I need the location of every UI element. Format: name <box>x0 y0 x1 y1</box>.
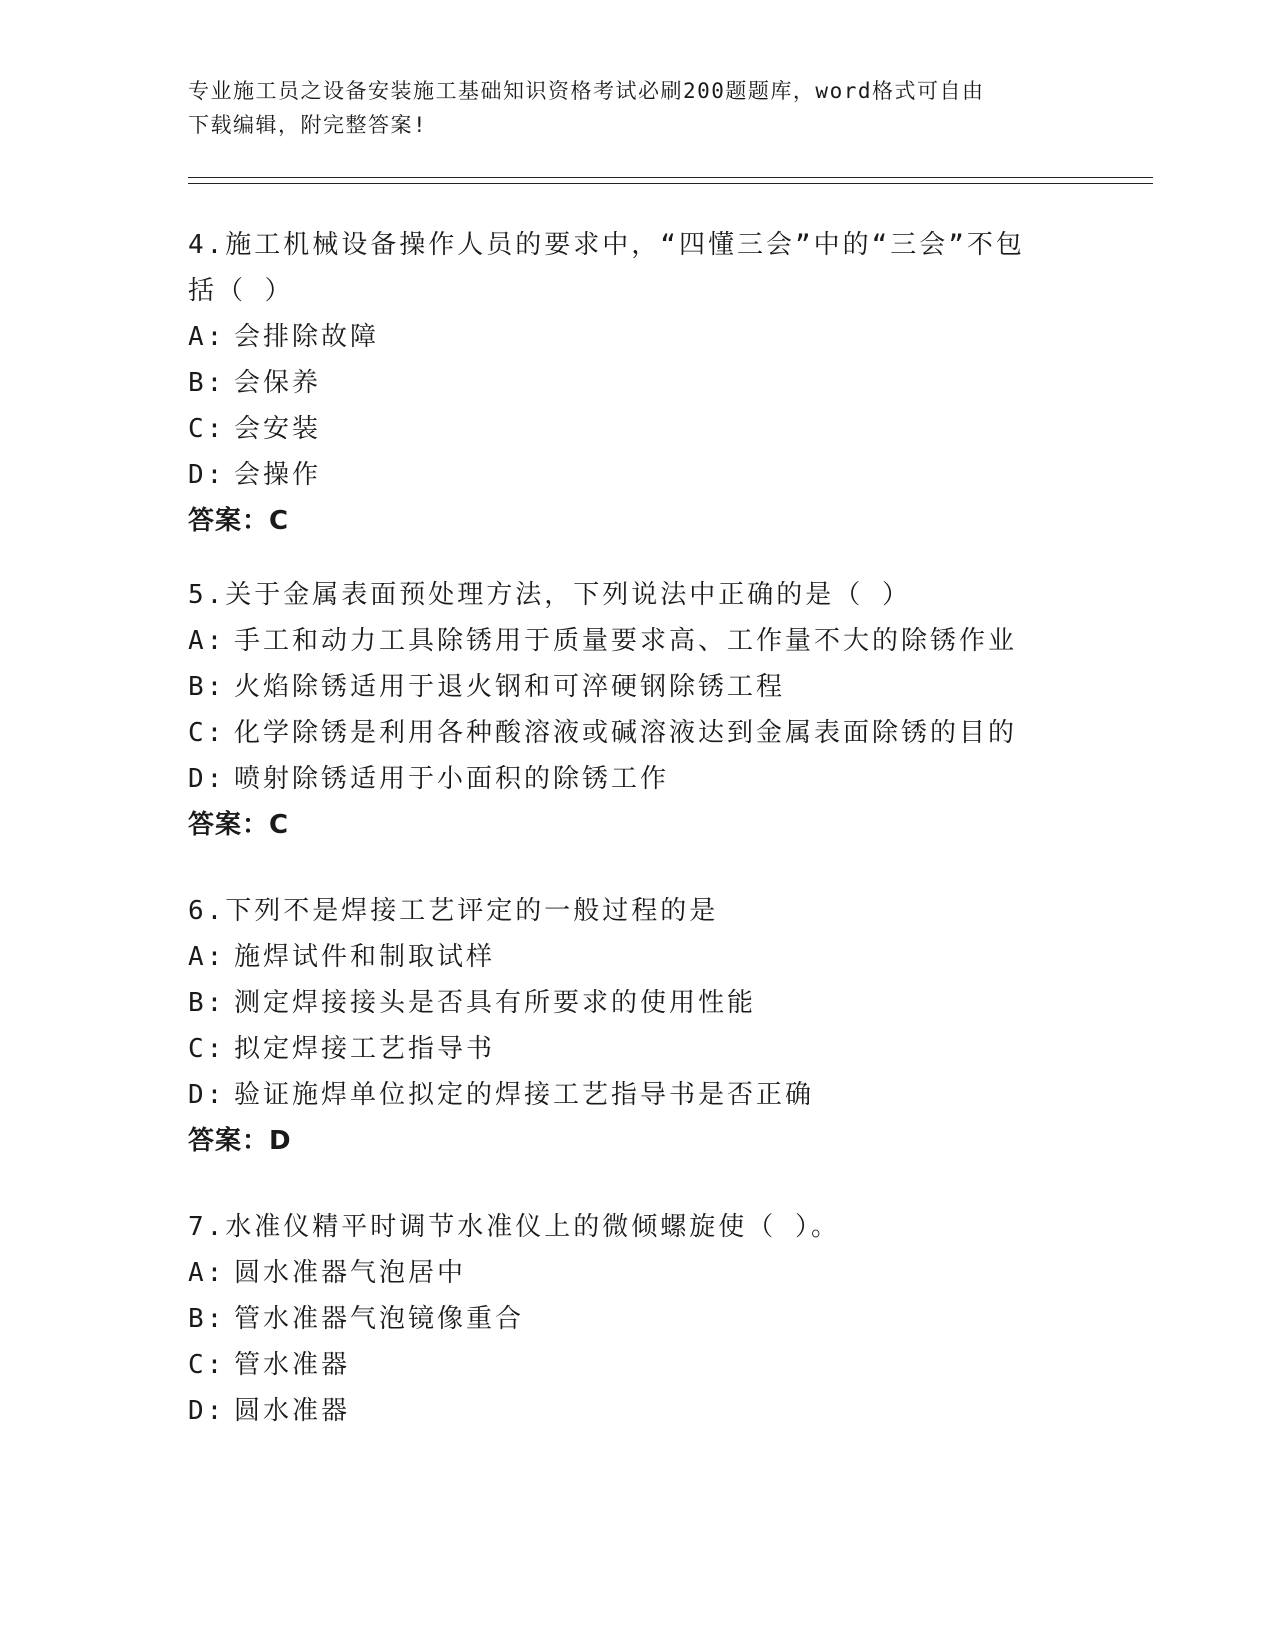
option-text: 会保养 <box>234 368 322 398</box>
header-title-line1: 专业施工员之设备安装施工基础知识资格考试必刷200题题库，word格式可自由 <box>188 79 985 103</box>
option-letter: D: <box>188 1080 226 1110</box>
option-text: 火焰除锈适用于退火钢和可淬硬钢除锈工程 <box>234 672 786 702</box>
answer-label: 答案： <box>188 810 270 840</box>
answer-value: C <box>269 810 290 840</box>
option-a <box>188 934 1068 980</box>
option-a <box>188 314 1068 360</box>
option-letter: D: <box>188 764 226 794</box>
question-4 <box>188 222 1068 544</box>
document-header <box>188 74 1088 142</box>
option-text: 测定焊接接头是否具有所要求的使用性能 <box>234 988 757 1018</box>
option-b <box>188 664 1068 710</box>
option-text: 会排除故障 <box>234 322 380 352</box>
option-c <box>188 1026 1068 1072</box>
question-5 <box>188 572 1068 848</box>
question-stem: 4.施工机械设备操作人员的要求中，“四懂三会”中的“三会”不包 <box>188 230 1025 260</box>
option-text: 会操作 <box>234 460 322 490</box>
option-letter: C: <box>188 414 226 444</box>
option-text: 验证施焊单位拟定的焊接工艺指导书是否正确 <box>234 1080 815 1110</box>
option-d <box>188 1388 1068 1434</box>
option-letter: C: <box>188 1350 226 1380</box>
option-c <box>188 1342 1068 1388</box>
question-stem: 6.下列不是焊接工艺评定的一般过程的是 <box>188 896 719 926</box>
option-letter: C: <box>188 1034 226 1064</box>
option-text: 圆水准器 <box>234 1396 351 1426</box>
question-6 <box>188 888 1068 1164</box>
option-c <box>188 406 1068 452</box>
option-letter: D: <box>188 460 226 490</box>
option-letter: B: <box>188 672 226 702</box>
answer-line <box>188 802 1068 848</box>
option-text: 施焊试件和制取试样 <box>234 942 496 972</box>
option-letter: B: <box>188 988 226 1018</box>
option-letter: C: <box>188 718 226 748</box>
header-title-line2: 下载编辑，附完整答案! <box>188 113 428 137</box>
option-b <box>188 980 1068 1026</box>
option-text: 会安装 <box>234 414 322 444</box>
option-text: 管水准器气泡镜像重合 <box>234 1304 525 1334</box>
option-letter: B: <box>188 1304 226 1334</box>
option-text: 化学除锈是利用各种酸溶液或碱溶液达到金属表面除锈的目的 <box>234 718 1018 748</box>
option-letter: B: <box>188 368 226 398</box>
option-text: 管水准器 <box>234 1350 351 1380</box>
question-stem: 5.关于金属表面预处理方法，下列说法中正确的是（ ） <box>188 580 911 610</box>
option-letter: A: <box>188 322 226 352</box>
option-text: 喷射除锈适用于小面积的除锈工作 <box>234 764 670 794</box>
option-a <box>188 618 1068 664</box>
answer-label: 答案： <box>188 1126 270 1156</box>
question-stem-continued: 括（ ） <box>188 276 294 306</box>
question-stem: 7.水准仪精平时调节水准仪上的微倾螺旋使（ ）。 <box>188 1212 840 1242</box>
option-text: 圆水准器气泡居中 <box>234 1258 467 1288</box>
header-divider-top <box>188 177 1153 178</box>
answer-value: C <box>269 506 290 536</box>
header-divider-bottom <box>188 183 1153 184</box>
option-text: 手工和动力工具除锈用于质量要求高、工作量不大的除锈作业 <box>234 626 1018 656</box>
option-d <box>188 452 1068 498</box>
option-letter: A: <box>188 626 226 656</box>
option-b <box>188 1296 1068 1342</box>
option-b <box>188 360 1068 406</box>
question-7 <box>188 1204 1068 1434</box>
answer-label: 答案： <box>188 506 270 536</box>
answer-line <box>188 498 1068 544</box>
option-letter: A: <box>188 942 226 972</box>
option-c <box>188 710 1068 756</box>
option-d <box>188 756 1068 802</box>
option-a <box>188 1250 1068 1296</box>
option-text: 拟定焊接工艺指导书 <box>234 1034 496 1064</box>
answer-value: D <box>269 1126 292 1156</box>
option-d <box>188 1072 1068 1118</box>
option-letter: D: <box>188 1396 226 1426</box>
option-letter: A: <box>188 1258 226 1288</box>
answer-line <box>188 1118 1068 1164</box>
